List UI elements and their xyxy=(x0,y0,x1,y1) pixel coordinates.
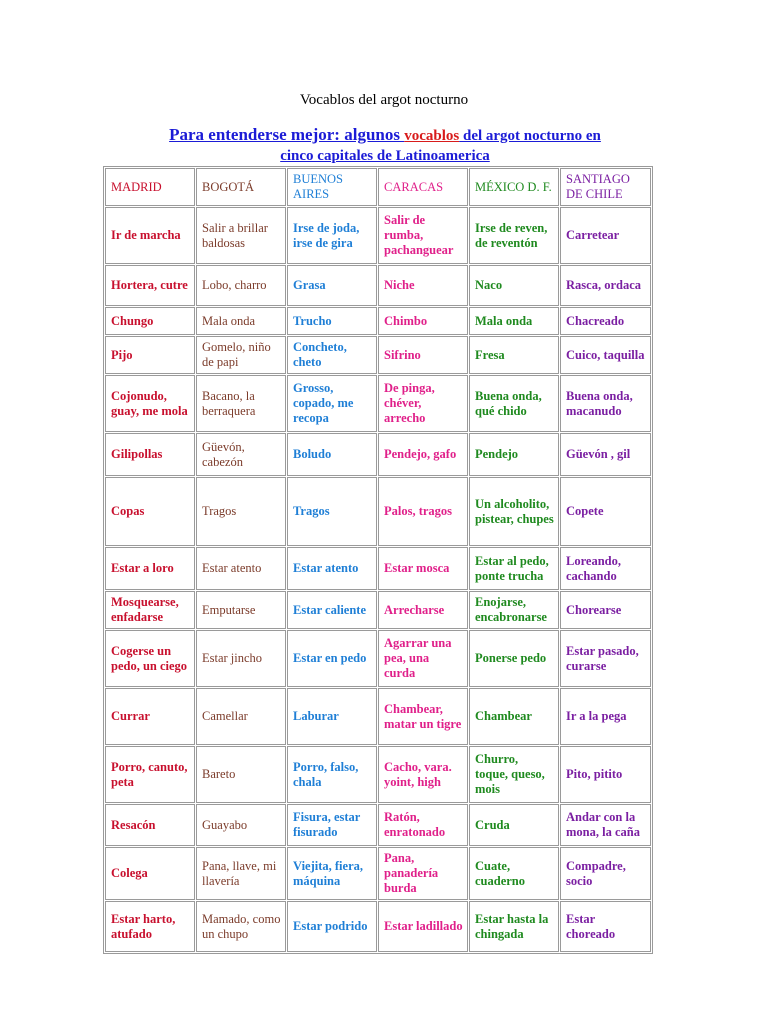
cell-santiago: Loreando, cachando xyxy=(560,547,651,590)
header-madrid: MADRID xyxy=(105,168,195,206)
cell-buenos-aires: Grasa xyxy=(287,265,377,306)
cell-buenos-aires: Boludo xyxy=(287,433,377,476)
cell-madrid: Currar xyxy=(105,688,195,745)
cell-madrid: Gilipollas xyxy=(105,433,195,476)
cell-caracas: Ratón, enratonado xyxy=(378,804,468,846)
cell-buenos-aires: Fisura, estar fisurado xyxy=(287,804,377,846)
cell-madrid: Resacón xyxy=(105,804,195,846)
cell-madrid: Cojonudo, guay, me mola xyxy=(105,375,195,432)
cell-madrid: Estar a loro xyxy=(105,547,195,590)
table-heading xyxy=(160,125,610,166)
cell-santiago: Ir a la pega xyxy=(560,688,651,745)
cell-mexico: Estar hasta la chingada xyxy=(469,901,559,952)
table-row xyxy=(105,804,651,846)
table-row xyxy=(105,746,651,803)
cell-bogota: Estar jincho xyxy=(196,630,286,687)
cell-santiago: Compadre, socio xyxy=(560,847,651,900)
cell-madrid: Mosquearse, enfadarse xyxy=(105,591,195,629)
cell-mexico: Ponerse pedo xyxy=(469,630,559,687)
cell-caracas: Estar ladillado xyxy=(378,901,468,952)
cell-bogota: Lobo, charro xyxy=(196,265,286,306)
cell-caracas: Pana, panadería burda xyxy=(378,847,468,900)
table-row xyxy=(105,477,651,546)
table-row xyxy=(105,265,651,306)
cell-bogota: Mala onda xyxy=(196,307,286,335)
cell-santiago: Andar con la mona, la caña xyxy=(560,804,651,846)
cell-caracas: Sifrino xyxy=(378,336,468,374)
cell-buenos-aires: Estar en pedo xyxy=(287,630,377,687)
header-buenos-aires: BUENOS AIRES xyxy=(287,168,377,206)
table-row xyxy=(105,336,651,374)
cell-buenos-aires: Tragos xyxy=(287,477,377,546)
cell-santiago: Chorearse xyxy=(560,591,651,629)
cell-bogota: Salir a brillar baldosas xyxy=(196,207,286,264)
header-caracas: CARACAS xyxy=(378,168,468,206)
cell-buenos-aires: Estar caliente xyxy=(287,591,377,629)
argot-table xyxy=(103,166,653,954)
header-bogota: BOGOTÁ xyxy=(196,168,286,206)
cell-santiago: Rasca, ordaca xyxy=(560,265,651,306)
cell-bogota: Bareto xyxy=(196,746,286,803)
cell-bogota: Pana, llave, mi llavería xyxy=(196,847,286,900)
heading-part-3: del argot nocturno en cinco capitales de Latinoamerica xyxy=(280,128,601,164)
cell-bogota: Guayabo xyxy=(196,804,286,846)
cell-caracas: Cacho, vara. yoint, high xyxy=(378,746,468,803)
cell-buenos-aires: Estar podrido xyxy=(287,901,377,952)
cell-bogota: Emputarse xyxy=(196,591,286,629)
cell-santiago: Chacreado xyxy=(560,307,651,335)
cell-mexico: Cruda xyxy=(469,804,559,846)
cell-buenos-aires: Trucho xyxy=(287,307,377,335)
cell-buenos-aires: Porro, falso, chala xyxy=(287,746,377,803)
cell-santiago: Buena onda, macanudo xyxy=(560,375,651,432)
cell-santiago: Carretear xyxy=(560,207,651,264)
heading-part-1: Para entenderse mejor: algunos xyxy=(169,125,405,144)
table-row xyxy=(105,901,651,952)
table-row xyxy=(105,630,651,687)
table-row xyxy=(105,375,651,432)
heading-part-2: vocablos xyxy=(404,128,460,144)
cell-madrid: Copas xyxy=(105,477,195,546)
cell-buenos-aires: Concheto, cheto xyxy=(287,336,377,374)
cell-mexico: Mala onda xyxy=(469,307,559,335)
cell-caracas: Salir de rumba, pachanguear xyxy=(378,207,468,264)
cell-bogota: Güevón, cabezón xyxy=(196,433,286,476)
cell-mexico: Cuate, cuaderno xyxy=(469,847,559,900)
cell-bogota: Tragos xyxy=(196,477,286,546)
table-row xyxy=(105,433,651,476)
cell-madrid: Hortera, cutre xyxy=(105,265,195,306)
cell-madrid: Cogerse un pedo, un ciego xyxy=(105,630,195,687)
cell-buenos-aires: Grosso, copado, me recopa xyxy=(287,375,377,432)
cell-caracas: De pinga, chéver, arrecho xyxy=(378,375,468,432)
cell-mexico: Naco xyxy=(469,265,559,306)
cell-madrid: Porro, canuto, peta xyxy=(105,746,195,803)
cell-madrid: Pijo xyxy=(105,336,195,374)
cell-caracas: Agarrar una pea, una curda xyxy=(378,630,468,687)
cell-santiago: Güevón , gil xyxy=(560,433,651,476)
cell-caracas: Chimbo xyxy=(378,307,468,335)
table-row xyxy=(105,847,651,900)
cell-bogota: Mamado, como un chupo xyxy=(196,901,286,952)
cell-bogota: Gomelo, niño de papi xyxy=(196,336,286,374)
cell-buenos-aires: Viejita, fiera, máquina xyxy=(287,847,377,900)
cell-buenos-aires: Irse de joda, irse de gira xyxy=(287,207,377,264)
cell-bogota: Estar atento xyxy=(196,547,286,590)
cell-caracas: Pendejo, gafo xyxy=(378,433,468,476)
cell-mexico: Fresa xyxy=(469,336,559,374)
cell-madrid: Chungo xyxy=(105,307,195,335)
table-row xyxy=(105,307,651,335)
cell-santiago: Estar pasado, curarse xyxy=(560,630,651,687)
cell-madrid: Estar harto, atufado xyxy=(105,901,195,952)
cell-santiago: Pito, pitito xyxy=(560,746,651,803)
cell-buenos-aires: Estar atento xyxy=(287,547,377,590)
table-row xyxy=(105,547,651,590)
cell-bogota: Camellar xyxy=(196,688,286,745)
cell-caracas: Palos, tragos xyxy=(378,477,468,546)
cell-mexico: Churro, toque, queso, mois xyxy=(469,746,559,803)
cell-caracas: Estar mosca xyxy=(378,547,468,590)
cell-madrid: Ir de marcha xyxy=(105,207,195,264)
cell-mexico: Pendejo xyxy=(469,433,559,476)
cell-santiago: Estar choreado xyxy=(560,901,651,952)
cell-caracas: Chambear, matar un tigre xyxy=(378,688,468,745)
cell-caracas: Arrecharse xyxy=(378,591,468,629)
cell-santiago: Cuico, taquilla xyxy=(560,336,651,374)
header-row xyxy=(105,168,651,206)
cell-madrid: Colega xyxy=(105,847,195,900)
table-row xyxy=(105,688,651,745)
cell-mexico: Un alcoholito, pistear, chupes xyxy=(469,477,559,546)
header-santiago: SANTIAGO DE CHILE xyxy=(560,168,651,206)
cell-mexico: Estar al pedo, ponte trucha xyxy=(469,547,559,590)
cell-mexico: Buena onda, qué chido xyxy=(469,375,559,432)
cell-caracas: Niche xyxy=(378,265,468,306)
cell-bogota: Bacano, la berraquera xyxy=(196,375,286,432)
document-title: Vocablos del argot nocturno xyxy=(299,92,469,108)
header-mexico: MÉXICO D. F. xyxy=(469,168,559,206)
table-row xyxy=(105,591,651,629)
cell-santiago: Copete xyxy=(560,477,651,546)
cell-mexico: Enojarse, encabronarse xyxy=(469,591,559,629)
table-row xyxy=(105,207,651,264)
cell-buenos-aires: Laburar xyxy=(287,688,377,745)
cell-mexico: Irse de reven, de reventón xyxy=(469,207,559,264)
cell-mexico: Chambear xyxy=(469,688,559,745)
table-body xyxy=(105,207,651,952)
